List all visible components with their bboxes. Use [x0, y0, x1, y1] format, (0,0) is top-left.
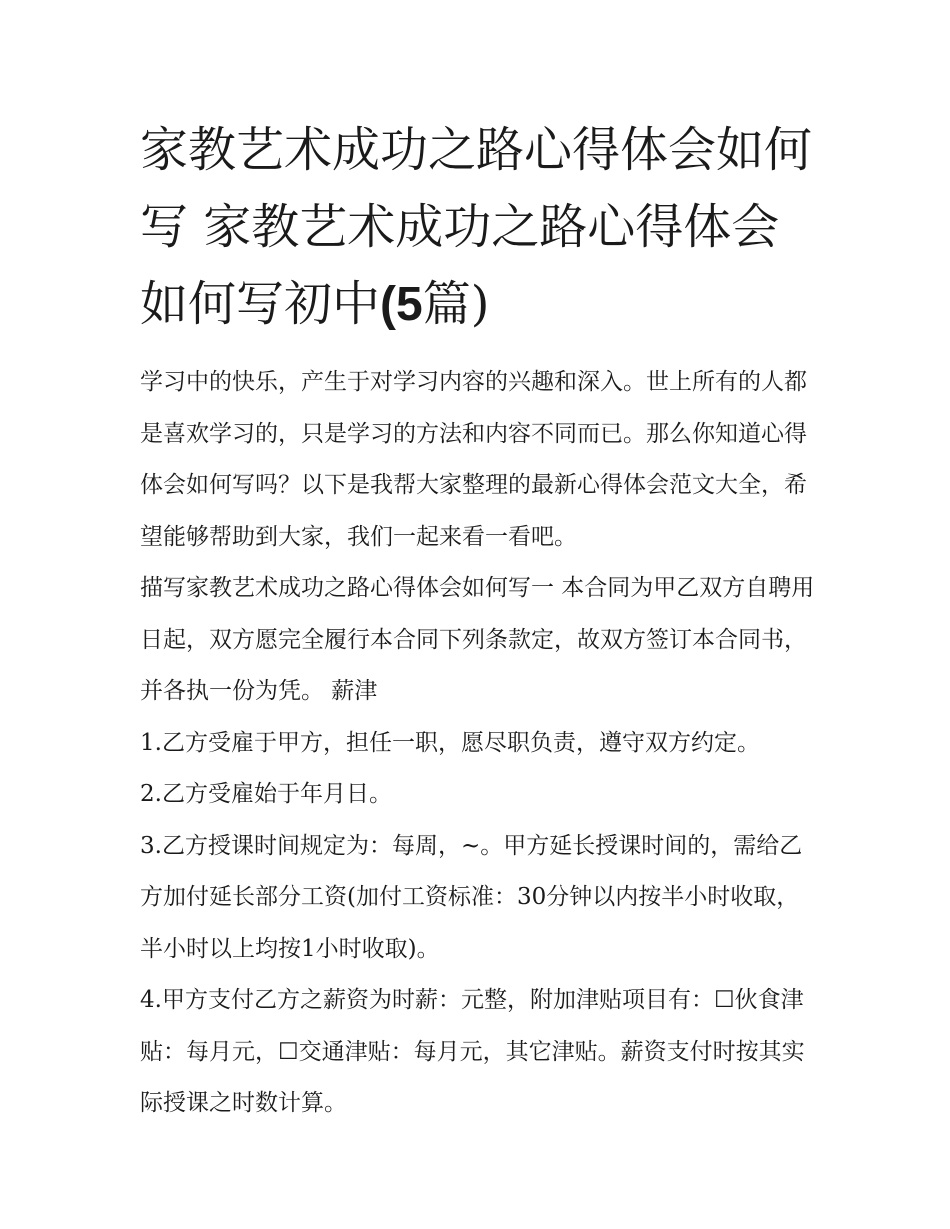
document-body [140, 357, 820, 1130]
title-text: 家教艺术成功之路心得体会如何写 家教艺术成功之路心得体会如何写初中 [140, 122, 813, 332]
intro-paragraph: 学习中的快乐，产生于对学习内容的兴趣和深入。世上所有的人都是喜欢学习的，只是学习的方法和内容不同而已。那么你知道心得体会如何写吗？以下是我帮大家整理的最新心得体会范文大全，希望能够帮助到大家，我们一起来看一看吧。 [140, 369, 807, 550]
contract-intro-paragraph: 描写家教艺术成功之路心得体会如何写一 本合同为甲乙双方自聘用日起，双方愿完全履行本合同下列条款定，故双方签订本合同书，并各执一份为凭。 薪津 [140, 575, 815, 704]
document-title [140, 112, 820, 343]
title-count: (5 [380, 278, 423, 331]
clause-2: 2.乙方受雇始于年月日。 [140, 781, 392, 807]
clause-3: 3.乙方授课时间规定为：每周，~。甲方延长授课时间的，需给乙方加付延长部分工资(加付工资标准：30分钟以内按半小时收取，半小时以上均按1小时收取)。 [140, 832, 803, 962]
title-suffix: 篇) [422, 276, 490, 332]
clause-1: 1.乙方受雇于甲方，担任一职，愿尽职负责，遵守双方约定。 [140, 729, 760, 756]
clause-4: 4.甲方支付乙方之薪资为时薪：元整，附加津贴项目有：☐伙食津贴：每月元，☐交通津贴：每月元，其它津贴。薪资支付时按其实际授课之时数计算。 [140, 987, 805, 1116]
document-page [140, 112, 820, 1130]
